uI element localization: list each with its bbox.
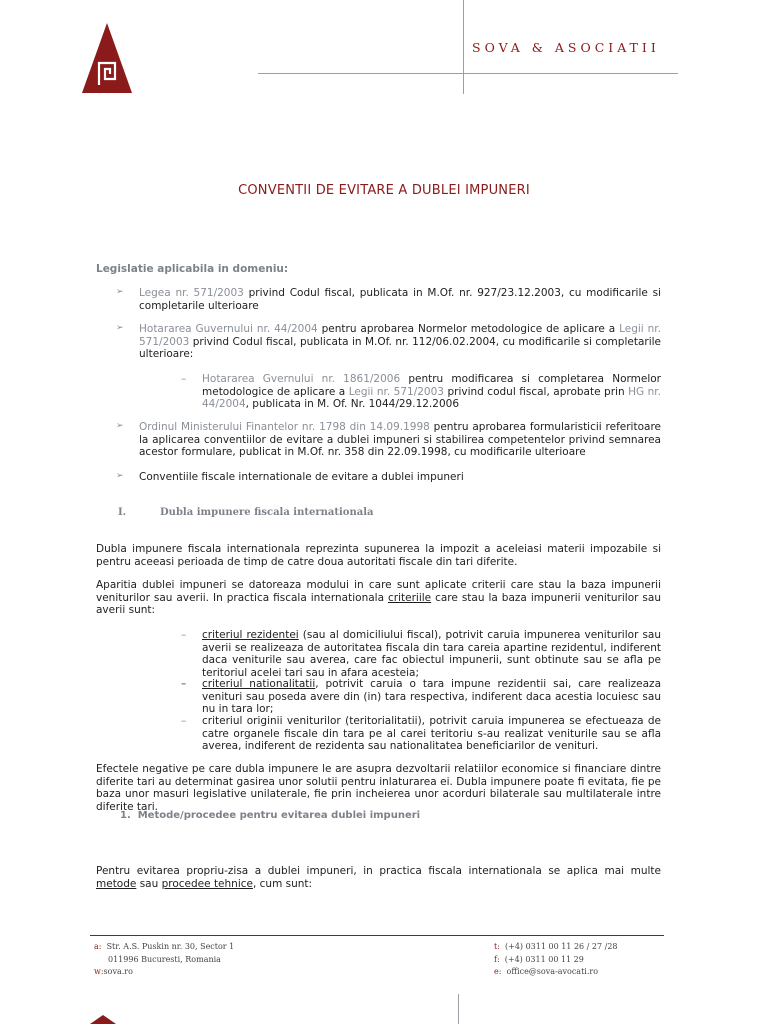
next-page-logo-icon — [90, 1015, 116, 1024]
paragraph — [96, 579, 661, 617]
criterion-label: criteriul nationalitatii — [202, 678, 316, 690]
legislation-text: Conventiile fiscale internationale de evitare a dublei impuneri — [139, 471, 464, 483]
criterion-text: , potrivit caruia o tara impune rezidentii sai, care realizeaza venituri sau poseda avere din (in) tara respectiva, indiferent daca acestia locuiesc sau nu in tara lor; — [202, 678, 662, 715]
underlined-term: criteriile — [388, 591, 432, 604]
footer-key: f: — [494, 954, 500, 964]
footer-key: e: — [494, 967, 502, 976]
legislation-subitem — [202, 373, 661, 411]
underlined-term: metode — [96, 877, 137, 890]
legislation-text: pentru aprobarea Normelor metodologice de aplicare a — [317, 323, 620, 335]
sova-logo-icon — [82, 23, 132, 93]
legislation-text: privind Codul fiscal, publicata in M.Of. nr. 112/06.02.2004, cu modificarile si completarile ulterioare: — [139, 335, 661, 360]
subsection-heading — [120, 810, 420, 821]
footer-key: w: — [94, 967, 104, 976]
page-title: CONVENTII DE EVITARE A DUBLEI IMPUNERI — [238, 183, 530, 198]
law-reference-link[interactable]: HG nr. 44/2004 — [202, 385, 661, 410]
dash-bullet-icon: – — [181, 629, 187, 641]
criterion-item — [202, 678, 661, 716]
section-number: I. — [118, 507, 127, 518]
subsection-title: Metode/procedee pentru evitarea dublei impuneri — [137, 810, 421, 821]
dash-bullet-icon: – — [181, 715, 187, 727]
law-reference-link[interactable]: Hotararea Guvernului nr. 44/2004 — [139, 323, 318, 335]
footer-email-link[interactable]: office@sova-avocati.ro — [506, 967, 599, 976]
legislation-text: pentru modificarea si completarea Normelor metodologice de aplicare a — [202, 373, 661, 398]
paragraph: Efectele negative pe care dubla impunere le are asupra dezvoltarii relatiilor economice si financiare dintre diferite tari au determinat gasirea unor solutii pentru inlaturarea ei. Dubla impunere poate fi evitata, fie pe baza unor masuri legislative unilaterale, fie prin incheierea unor acorduri bilaterale sau multilaterale intre diferite tari. — [96, 763, 661, 813]
dash-bullet-icon: – — [181, 678, 187, 690]
legislation-text: pentru aprobarea formularisticii referitoare la aplicarea conventiilor de evitare a dublei impuneri si stabilirea competentelor privind semnarea acestor formulare, publicat in M.Of. nr. 358 din 22.09.1998, cu modificarile ulterioare — [139, 421, 661, 458]
criterion-text: criteriul originii veniturilor (teritorialitatii), potrivit caruia impunerea se efectueaza de catre organele fiscale din tara pe al carei teritoriu s-au realizat veniturile sau se afla averea, indiferent de rezidenta sau nationalitatea beneficiarilor de venituri. — [202, 715, 661, 752]
underlined-term: procedee tehnice — [161, 877, 253, 890]
legislation-item — [139, 471, 661, 484]
footer-key: t: — [494, 942, 500, 951]
section-title: Dubla impunere fiscala internationala — [160, 507, 374, 518]
legislation-item — [139, 421, 661, 459]
dash-bullet-icon: – — [181, 373, 187, 385]
footer-fax: (+4) 0311 00 11 29 — [504, 954, 584, 964]
law-reference-link[interactable]: Hotararea Gvernului nr. 1861/2006 — [202, 373, 401, 385]
footer-phone: (+4) 0311 00 11 26 / 27 /28 — [505, 942, 618, 951]
legislation-text: , publicata in M. Of. Nr. 1044/29.12.2006 — [245, 398, 459, 410]
paragraph-text: Pentru evitarea propriu-zisa a dublei impuneri, in practica fiscala internationala se aplica mai multe — [96, 865, 661, 877]
footer-address-line: 011996 Bucuresti, Romania — [108, 954, 221, 964]
law-reference-link[interactable]: Legea nr. 571/2003 — [139, 287, 244, 299]
paragraph-text: Aparitia dublei impuneri se datoreaza modului in care sunt aplicate criterii care stau la baza impunerii veniturilor sau averii. In practica fiscala internationala — [96, 579, 661, 604]
law-reference-link[interactable]: Legii nr. 571/2003 — [348, 385, 444, 398]
legislation-item — [139, 287, 661, 312]
law-reference-link[interactable]: Legii nr. 571/2003 — [139, 323, 661, 348]
subsection-number: 1. — [120, 810, 131, 821]
legislation-item — [139, 323, 661, 361]
footer-key: a: — [94, 942, 102, 951]
next-page-vertical-rule — [458, 994, 459, 1024]
paragraph-text: care stau la baza impunerii veniturilor sau averii sunt: — [96, 591, 661, 616]
legislation-heading: Legislatie aplicabila in domeniu: — [96, 263, 289, 275]
criterion-label: criteriul rezidentei — [202, 629, 299, 641]
bullet-arrow-icon: ➢ — [116, 471, 124, 481]
criterion-item — [202, 715, 661, 753]
brand-name: SOVA & ASOCIATII — [472, 40, 660, 55]
footer-website-link[interactable]: sova.ro — [103, 967, 133, 976]
footer-address-line: Str. A.S. Puskin nr. 30, Sector 1 — [106, 942, 235, 951]
criterion-item — [202, 629, 661, 679]
paragraph-text: , cum sunt: — [252, 877, 313, 890]
legislation-text: privind Codul fiscal, publicata in M.Of. nr. 927/23.12.2003, cu modificarile si completarile ulterioare — [139, 287, 661, 312]
footer-address — [94, 941, 234, 979]
bullet-arrow-icon: ➢ — [116, 323, 124, 333]
footer-rule — [90, 935, 664, 936]
paragraph-text: sau — [136, 877, 162, 890]
criterion-text: (sau al domiciliului fiscal), potrivit caruia impunerea veniturilor sau averii se realizeaza de autoritatea fiscala din tara careia apartine rezidentul, indiferent daca veniturile sau averea, care fac obiectul impunerii, sunt obtinute sau se afla pe teritoriul acelei tari sau in afara acesteia; — [202, 629, 661, 679]
header-vertical-rule — [463, 0, 464, 94]
bullet-arrow-icon: ➢ — [116, 287, 124, 297]
header-horizontal-rule — [258, 73, 678, 74]
legislation-text: privind codul fiscal, aprobate prin — [443, 385, 629, 398]
footer-contacts — [494, 941, 618, 979]
paragraph: Dubla impunere fiscala internationala reprezinta supunerea la impozit a aceleiasi materii impozabile si pentru aceeasi perioada de timp de catre doua autoritati fiscale din tari diferite. — [96, 543, 661, 568]
law-reference-link[interactable]: Ordinul Ministerului Finantelor nr. 1798 din 14.09.1998 — [139, 421, 430, 433]
paragraph — [96, 865, 661, 890]
bullet-arrow-icon: ➢ — [116, 421, 124, 431]
